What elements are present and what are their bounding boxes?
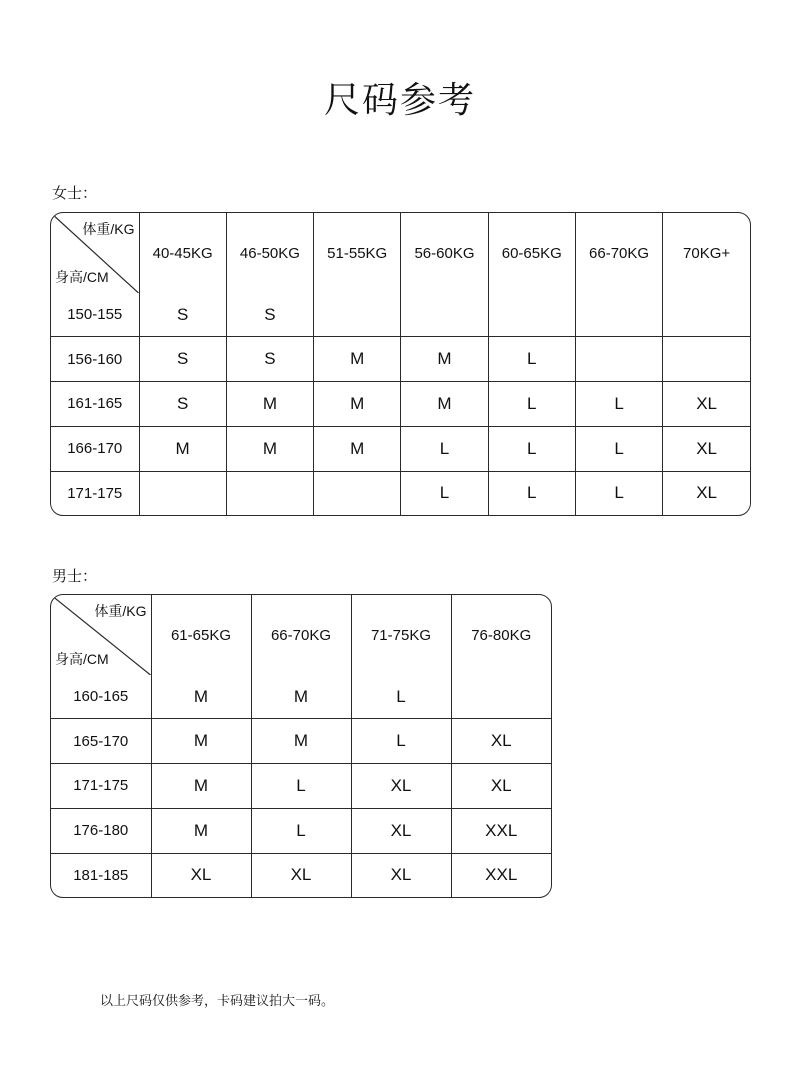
size-cell: L (351, 719, 451, 764)
weight-column-header: 46-50KG (226, 213, 313, 293)
women-size-table (50, 212, 751, 516)
size-cell: L (351, 675, 451, 719)
weight-column-header: 71-75KG (351, 595, 451, 675)
page-title: 尺码参考 (323, 80, 476, 121)
weight-column-header: 66-70KG (251, 595, 351, 675)
size-cell: XL (451, 719, 551, 764)
size-cell (488, 293, 575, 337)
women-section-label: 女士： (52, 184, 98, 202)
size-cell: XL (663, 382, 750, 427)
table-row (51, 719, 551, 764)
size-cell (314, 471, 401, 515)
size-cell: S (139, 293, 226, 337)
women-corner-cell (51, 213, 139, 293)
height-cell: 165-170 (51, 719, 151, 764)
size-cell: M (314, 337, 401, 382)
size-cell: M (226, 426, 313, 471)
height-cell: 156-160 (51, 337, 139, 382)
weight-column-header: 56-60KG (401, 213, 488, 293)
size-cell: L (488, 337, 575, 382)
height-cell: 181-185 (51, 853, 151, 897)
table-row (51, 675, 551, 719)
height-axis-label: 身高/CM (55, 651, 109, 667)
size-cell (663, 337, 750, 382)
table-row (51, 471, 750, 515)
height-cell: 161-165 (51, 382, 139, 427)
size-cell: L (488, 471, 575, 515)
size-cell: M (401, 337, 488, 382)
size-cell (314, 293, 401, 337)
size-cell: XL (151, 853, 251, 897)
size-cell: L (401, 426, 488, 471)
weight-column-header: 70KG+ (663, 213, 750, 293)
size-cell: XL (663, 471, 750, 515)
height-cell: 171-175 (51, 764, 151, 809)
table-row (51, 293, 750, 337)
height-cell: 171-175 (51, 471, 139, 515)
height-axis-label: 身高/CM (55, 269, 109, 285)
size-cell: L (488, 426, 575, 471)
women-header-row (51, 213, 750, 293)
size-cell (575, 337, 662, 382)
size-cell: S (139, 382, 226, 427)
size-cell (139, 471, 226, 515)
men-corner-cell (51, 595, 151, 675)
size-cell: M (151, 675, 251, 719)
size-cell: L (401, 471, 488, 515)
men-header-row (51, 595, 551, 675)
size-cell: S (226, 337, 313, 382)
size-cell: M (251, 719, 351, 764)
men-section-label: 男士： (52, 567, 98, 585)
size-cell: S (226, 293, 313, 337)
table-row (51, 764, 551, 809)
size-cell (451, 675, 551, 719)
size-cell: M (401, 382, 488, 427)
size-cell: L (251, 808, 351, 853)
size-cell (226, 471, 313, 515)
height-cell: 176-180 (51, 808, 151, 853)
size-cell: M (151, 719, 251, 764)
size-cell: S (139, 337, 226, 382)
height-cell: 166-170 (51, 426, 139, 471)
size-cell: XL (351, 853, 451, 897)
size-cell: L (575, 426, 662, 471)
size-cell: XL (663, 426, 750, 471)
size-cell: M (139, 426, 226, 471)
size-cell: M (226, 382, 313, 427)
footnote-text: 以上尺码仅供参考，卡码建议拍大一码。 (100, 994, 335, 1009)
men-size-table (50, 594, 552, 898)
size-cell: L (488, 382, 575, 427)
size-cell: L (575, 382, 662, 427)
size-cell: XL (451, 764, 551, 809)
size-cell: M (314, 426, 401, 471)
size-cell (575, 293, 662, 337)
size-cell: XL (351, 764, 451, 809)
table-row (51, 337, 750, 382)
weight-column-header: 40-45KG (139, 213, 226, 293)
table-row (51, 808, 551, 853)
size-cell: M (251, 675, 351, 719)
weight-column-header: 76-80KG (451, 595, 551, 675)
size-cell: M (151, 808, 251, 853)
weight-axis-label: 体重/KG (82, 221, 135, 237)
size-cell (401, 293, 488, 337)
table-row (51, 426, 750, 471)
height-cell: 150-155 (51, 293, 139, 337)
weight-column-header: 61-65KG (151, 595, 251, 675)
size-cell: XXL (451, 808, 551, 853)
size-cell: M (151, 764, 251, 809)
weight-axis-label: 体重/KG (94, 603, 147, 619)
size-cell: L (575, 471, 662, 515)
weight-column-header: 66-70KG (575, 213, 662, 293)
size-cell: XL (251, 853, 351, 897)
weight-column-header: 51-55KG (314, 213, 401, 293)
weight-column-header: 60-65KG (488, 213, 575, 293)
size-cell: XL (351, 808, 451, 853)
table-row (51, 853, 551, 897)
size-cell: L (251, 764, 351, 809)
height-cell: 160-165 (51, 675, 151, 719)
table-row (51, 382, 750, 427)
size-cell: M (314, 382, 401, 427)
size-cell (663, 293, 750, 337)
size-cell: XXL (451, 853, 551, 897)
